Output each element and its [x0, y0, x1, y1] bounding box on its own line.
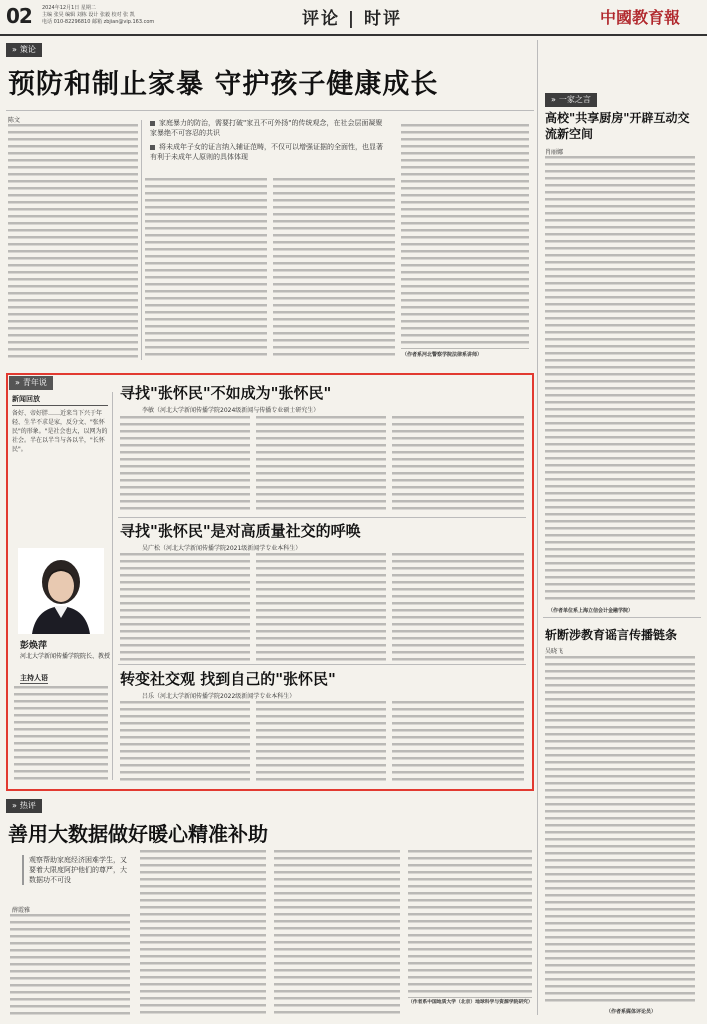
section-tag-feature: » 青年说	[9, 376, 53, 390]
column-source-2: （作者系媒体评论员）	[606, 1009, 657, 1015]
article-text-col	[145, 178, 267, 360]
article-text-col	[545, 156, 695, 604]
divider	[141, 120, 142, 360]
article-text-col	[392, 701, 524, 781]
divider	[118, 517, 526, 518]
article-text-col	[256, 553, 386, 661]
masthead-meta	[42, 5, 222, 26]
article-text-col	[401, 124, 529, 349]
page-number: 02	[6, 4, 32, 28]
divider	[543, 617, 701, 618]
article-text-col	[256, 701, 386, 781]
article-text-col	[120, 553, 250, 661]
feature-headline-3: 转变社交观 找到自己的"张怀民"	[120, 670, 336, 688]
divider	[6, 110, 534, 111]
article-text-col	[256, 416, 386, 514]
policy-author: 陈文	[8, 117, 21, 124]
article-text-col	[120, 416, 250, 514]
column-headline: 高校"共享厨房"开辟互动交流新空间	[545, 111, 690, 141]
policy-source: （作者系河北警察学院法律系讲师）	[402, 352, 483, 358]
feature-sidebar	[12, 394, 108, 454]
bullet-text: 家庭暴力的防治，需要打破"家丑不可外扬"的传统观念，在社会层面凝聚家暴绝不可容忍的共识	[150, 119, 383, 137]
article-text-col	[392, 416, 524, 514]
feature-headline-1: 寻找"张怀民"不如成为"张怀民"	[120, 384, 332, 402]
article-text-col	[8, 124, 138, 360]
bullet-item	[150, 142, 388, 162]
article-text-col	[10, 914, 130, 1018]
bullet-icon	[150, 121, 155, 126]
article-text-col	[120, 701, 250, 781]
host-label: 主持人语	[20, 674, 48, 682]
feature-byline-3: 吕乐（河北大学新闻传播学院2022级新闻学专业本科生）	[142, 693, 296, 700]
divider	[118, 664, 526, 665]
feature-byline-1: 李敏（河北大学新闻传播学院2024级新闻与传播专业硕士研究生）	[142, 407, 320, 414]
host-text	[14, 686, 108, 780]
masthead	[0, 0, 707, 36]
article-text-col	[545, 656, 695, 1004]
divider	[112, 392, 113, 780]
paper-logo: 中國教育報	[600, 8, 681, 27]
column-author: 肖丽娜	[545, 149, 564, 156]
sidebar-text: 备好、帝好胖……近来当下兴于年轻、生半不求是家，反分文、"张怀民"的形象。"是社会也大，以网为的社会。半在以半当与各以半，"长怀民"。	[12, 410, 108, 453]
feature-byline-2: 吴广松（河北大学新闻传播学院2021级新闻学专业本科生）	[142, 545, 302, 552]
portrait-image	[18, 548, 104, 634]
section-title: 评论 | 时评	[302, 9, 403, 29]
article-text-col	[274, 850, 400, 1018]
feature-headline-2: 寻找"张怀民"是对高质量社交的呼唤	[120, 522, 361, 540]
meta-contact: 电话 010-82296810 邮箱 zbjian@vip.163.com	[42, 19, 155, 25]
hot-author: 薛霞雅	[12, 907, 31, 914]
bullet-text: 将未成年子女的证言纳入辅证范畴，不仅可以增强证据的全面性，也显著有利于未成年人原则的具体体现	[150, 143, 383, 161]
column-author-2: 吴晓飞	[545, 648, 564, 655]
article-text-col	[140, 850, 266, 1018]
hot-source: （作者系中国地质大学（北京）地球科学与资源学院研究）	[408, 1000, 533, 1005]
section-tag-policy: » 策论	[6, 43, 42, 57]
section-tag-column: » 一家之言	[545, 93, 597, 107]
sidebar-title: 新闻回放	[12, 394, 108, 406]
bullet-item	[150, 118, 388, 138]
host-name: 彭焕萍	[20, 641, 48, 651]
article-text-col	[392, 553, 524, 661]
article-text-col	[273, 178, 395, 360]
column-headline-2: 斩断涉教育谣言传播链条	[545, 628, 678, 642]
article-text-col	[408, 850, 532, 998]
hot-pullquote: 观察帮助家庭经济困难学生，又要着大限度阿护他们的尊严，大数据功不可没	[22, 855, 127, 885]
host-portrait	[18, 548, 104, 634]
meta-editors: 主编 张昊 编辑 刘栋 设计 张毅 校对 张 凯	[42, 12, 135, 18]
section-tag-hot: » 热评	[6, 799, 42, 813]
policy-bullets	[150, 118, 388, 172]
hot-headline: 善用大数据做好暖心精准补助	[8, 822, 268, 846]
meta-date: 2024年12月1日 星期二	[42, 5, 96, 11]
column-divider	[537, 40, 538, 1015]
policy-headline: 预防和制止家暴 守护孩子健康成长	[8, 69, 439, 100]
column-source: （作者单位系上海立信会计金融学院）	[548, 608, 634, 614]
bullet-icon	[150, 145, 155, 150]
host-title: 河北大学新闻传播学院院长、教授	[20, 653, 111, 660]
